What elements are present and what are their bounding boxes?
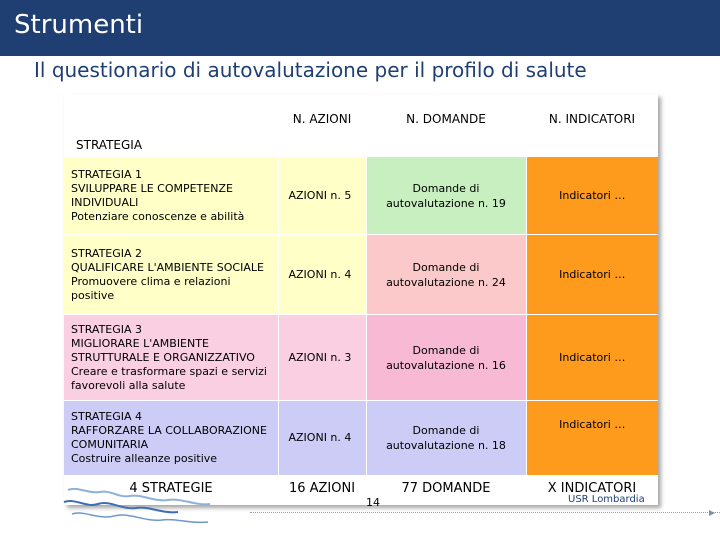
domande-count: autovalutazione n. 18 [386,438,506,452]
strategy-cell [64,235,278,315]
domande-label: Domande di [412,343,480,357]
header-azioni: N. AZIONI [278,94,366,157]
strategy-goal: Potenziare conoscenze e abilità [71,209,245,223]
domande-count: autovalutazione n. 24 [386,275,506,289]
strategy-goal: Creare e trasformare spazi e servizi [71,364,267,378]
slide-nav-arrow-icon[interactable] [707,508,717,518]
strategy-name: RAFFORZARE LA COLLABORAZIONE [71,423,267,437]
strategy-goal: Costruire alleanze positive [71,451,218,465]
domande-label: Domande di [412,260,480,274]
strategy-table [64,94,658,505]
indicatori-cell: Indicatori … [526,235,658,315]
table-row [64,235,658,315]
organization-label: USR Lombardia [568,494,645,505]
domande-count: autovalutazione n. 16 [386,358,506,372]
domande-cell [366,401,526,475]
strategy-name: INDIVIDUALI [71,195,139,209]
strategy-number: STRATEGIA 4 [71,409,143,423]
slide-subtitle: Il questionario di autovalutazione per il profilo di salute [34,58,587,82]
strategy-name: STRUTTURALE E ORGANIZZATIVO [71,350,255,364]
header-strategia: STRATEGIA [64,94,278,157]
indicatori-cell: Indicatori … [526,315,658,401]
domande-count: autovalutazione n. 19 [386,196,506,210]
strategy-name: SVILUPPARE LE COMPETENZE [71,181,233,195]
strategy-goal: favorevoli alla salute [71,378,186,392]
domande-cell [366,315,526,401]
total-strategie: 4 STRATEGIE [64,475,278,505]
strategy-number: STRATEGIA 3 [71,322,143,336]
total-indicatori: X INDICATORI [526,475,658,505]
azioni-cell: AZIONI n. 3 [278,315,366,401]
domande-label: Domande di [412,181,480,195]
indicatori-cell: Indicatori … [526,157,658,235]
table-header-row [64,94,658,157]
total-azioni: 16 AZIONI [278,475,366,505]
strategy-name: MIGLIORARE L'AMBIENTE [71,336,209,350]
footer-divider [250,512,720,514]
indicatori-cell: Indicatori … [526,401,658,475]
table-row [64,315,658,401]
page-number: 14 [366,496,380,509]
table-row [64,401,658,475]
strategy-cell [64,157,278,235]
strategy-number: STRATEGIA 2 [71,246,143,260]
domande-label: Domande di [412,423,480,437]
azioni-cell: AZIONI n. 4 [278,235,366,315]
strategy-goal: positive [71,288,115,302]
domande-cell [366,235,526,315]
azioni-cell: AZIONI n. 5 [278,157,366,235]
header-indicatori: N. INDICATORI [526,94,658,157]
strategy-number: STRATEGIA 1 [71,167,143,181]
slide-title: Strumenti [14,10,144,40]
header-domande: N. DOMANDE [366,94,526,157]
total-domande: 77 DOMANDE [366,475,526,505]
azioni-cell: AZIONI n. 4 [278,401,366,475]
strategy-name: QUALIFICARE L'AMBIENTE SOCIALE [71,260,264,274]
strategy-goal: Promuovere clima e relazioni [71,274,231,288]
strategy-cell [64,401,278,475]
table-row [64,157,658,235]
strategy-name: COMUNITARIA [71,437,149,451]
lombardia-map-logo-icon [58,484,218,532]
title-bar [0,0,720,56]
domande-cell [366,157,526,235]
strategy-cell [64,315,278,401]
